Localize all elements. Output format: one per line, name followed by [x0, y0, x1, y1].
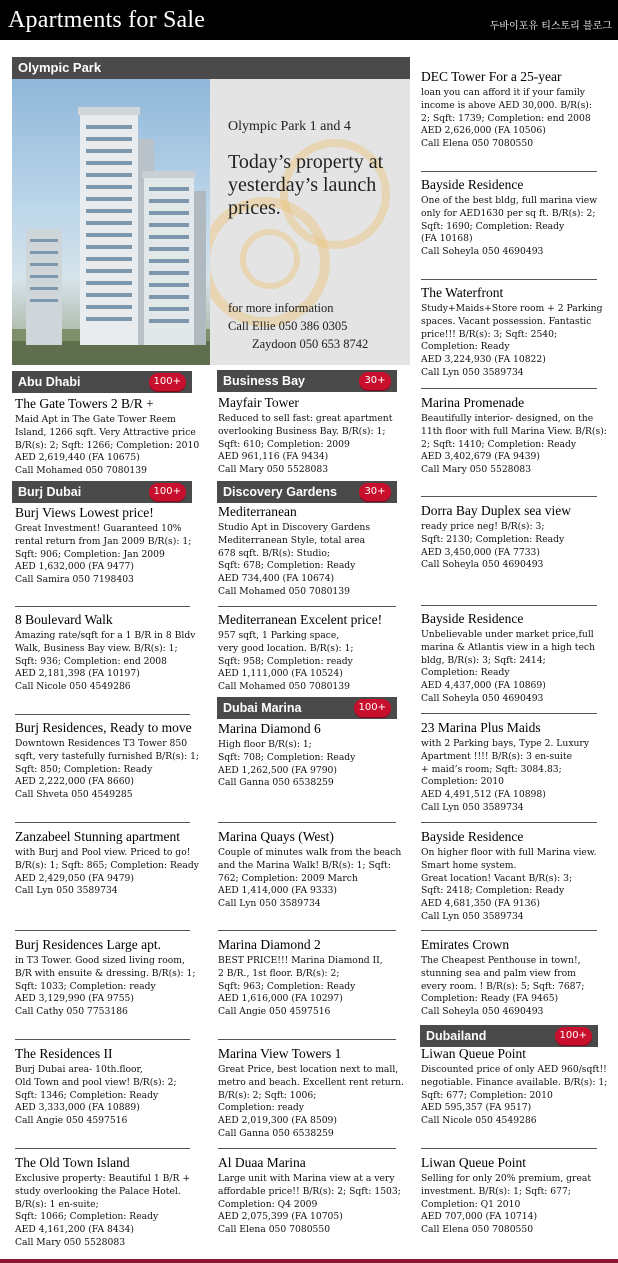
- listing-title: Marina Diamond 2: [218, 937, 321, 952]
- listing[interactable]: [218, 1155, 416, 1237]
- count-badge: 30+: [359, 372, 391, 390]
- listing-title: Burj Residences Large apt.: [15, 937, 161, 952]
- listing-title: Bayside Residence: [421, 829, 524, 844]
- listing[interactable]: [421, 395, 618, 477]
- olympic-park-ad[interactable]: [12, 57, 410, 365]
- listing-details: Downtown Residences T3 Tower 850 sqft, very tastefully furnished B/R(s): 1; Sqft: 850; Completion: Ready AED 2,222,000 (FA 8660) Call Shveta 050 4549285: [15, 738, 200, 801]
- listing-details: Studio Apt in Discovery Gardens Mediterranean Style, total area 678 sqft. B/R(s): Studio; Sqft: 678; Completion: Ready AED 734,400 (FA 10674) Call Mohamed 050 7080139: [218, 522, 371, 597]
- listing[interactable]: [421, 69, 618, 151]
- divider: [218, 822, 396, 823]
- divider: [218, 1039, 396, 1040]
- ad-contact-info: [228, 299, 368, 353]
- listing-details: High floor B/R(s): 1; Sqft: 708; Completion: Ready AED 1,262,500 (FA 9790) Call Ganna 050 6538259: [218, 739, 356, 789]
- listing-title: Burj Residences, Ready to move: [15, 720, 192, 735]
- section-label: Burj Dubai: [18, 485, 82, 499]
- listing-details: Discounted price of only AED 960/sqft!! negotiable. Finance available. B/R(s): 1; Sqft: 677; Completion: 2010 AED 595,357 (FA 9517) Call Nicole 050 4549286: [421, 1064, 608, 1127]
- divider: [421, 496, 597, 497]
- bottom-rule: [0, 1259, 618, 1263]
- listing-details: Great Price, best location next to mall, metro and beach. Excellent rent return. B/R(s): 2; Sqft: 1006; Completion: ready AED 2,019,300 (FA 8509) Call Ganna 050 6538259: [218, 1064, 404, 1139]
- divider: [15, 822, 190, 823]
- listing-details: Selling for only 20% premium, great investment. B/R(s): 1; Sqft: 677; Completion: Q1 2010 AED 707,000 (FA 10714) Call Elena 050 7080550: [421, 1173, 592, 1236]
- divider: [421, 1148, 597, 1149]
- ad-headline: Today’s property at yesterday’s launch prices.: [228, 151, 384, 219]
- listing[interactable]: [421, 829, 618, 924]
- listing-title: Marina Promenade: [421, 395, 525, 410]
- listing-details: Beautifully interior- designed, on the 11th floor with full Marina View. B/R(s): 2; Sqft: 1410; Completion: Ready AED 3,402,679 (FA 9439) Call Mary 050 5528083: [421, 413, 607, 476]
- count-badge: 30+: [359, 483, 391, 501]
- listing-title: 8 Boulevard Walk: [15, 612, 113, 627]
- section-dubai-marina: [217, 697, 397, 719]
- divider: [15, 1039, 190, 1040]
- masthead: [0, 0, 618, 40]
- section-label: Discovery Gardens: [223, 485, 337, 499]
- section-label: Business Bay: [223, 374, 305, 388]
- listing-details: Study+Maids+Store room + 2 Parking spaces. Vacant possession. Fantastic price!!! B/R(s): 3; Sqft: 2540; Completion: Ready AED 3,224,930 (FA 10822) Call Lyn 050 3589734: [421, 303, 603, 378]
- listing[interactable]: [15, 1155, 213, 1250]
- section-abu-dhabi: [12, 371, 192, 393]
- ad-contact-2: Zaydoon 050 653 8742: [252, 337, 369, 351]
- ad-contact-1: Call Ellie 050 386 0305: [228, 319, 348, 333]
- listing[interactable]: [15, 720, 213, 802]
- listing-title: Liwan Queue Point: [421, 1155, 526, 1170]
- listing-details: with 2 Parking bays, Type 2. Luxury Apartment !!!! B/R(s): 3 en-suite + maid’s room; Sqft: 3084.83; Completion: 2010 AED 4,491,512 (FA 10898) Call Lyn 050 3589734: [421, 738, 590, 813]
- section-discovery-gardens: [217, 481, 397, 503]
- listing-title: The Waterfront: [421, 285, 504, 300]
- listing-title: Bayside Residence: [421, 611, 524, 626]
- listing-details: The Cheapest Penthouse in town!, stunning sea and palm view from every room. ! B/R(s): 5; Sqft: 7687; Completion: Ready (FA 9465) Call Soheyla 050 4690493: [421, 955, 585, 1018]
- listing-title: Mediterranean Excelent price!: [218, 612, 383, 627]
- listing-details: Large unit with Marina view at a very affordable price!! B/R(s): 2; Sqft: 1503; Completion: Q4 2009 AED 2,075,399 (FA 10705) Call Elena 050 7080550: [218, 1173, 401, 1236]
- decorative-ring: [240, 229, 300, 289]
- listing-title: Liwan Queue Point: [421, 1046, 526, 1061]
- listing-details: Unbelievable under market price,full marina & Atlantis view in a high tech bldg, B/R(s): 3; Sqft: 2414; Completion: Ready AED 4,437,000 (FA 10869) Call Soheyla 050 4690493: [421, 629, 595, 704]
- divider: [218, 606, 396, 607]
- listing[interactable]: [15, 396, 213, 478]
- listing-title: Marina Diamond 6: [218, 721, 321, 736]
- listing-details: One of the best bldg, full marina view only for AED1630 per sq ft. B/R(s): 2; Sqft: 1690; Completion: Ready (FA 10168) Call Soheyla 050 4690493: [421, 195, 598, 258]
- listing-title: Zanzabeel Stunning apartment: [15, 829, 180, 844]
- listing-details: Exclusive property: Beautiful 1 B/R + study overlooking the Palace Hotel. B/R(s): 1 en-suite; Sqft: 1066; Completion: Ready AED 4,161,200 (FA 8434) Call Mary 050 5528083: [15, 1173, 191, 1248]
- listing[interactable]: [15, 1046, 213, 1128]
- count-badge: 100+: [354, 699, 391, 717]
- divider: [421, 605, 597, 606]
- listing-title: DEC Tower For a 25-year: [421, 69, 562, 84]
- listing-title: Mayfair Tower: [218, 395, 299, 410]
- listing[interactable]: [15, 505, 213, 587]
- listing-title: Mediterranean: [218, 504, 297, 519]
- listing[interactable]: [421, 720, 618, 815]
- listing[interactable]: [421, 503, 618, 572]
- divider: [421, 822, 597, 823]
- listing-details: BEST PRICE!!! Marina Diamond II, 2 B/R., 1st floor. B/R(s): 2; Sqft: 963; Completion: Ready AED 1,616,000 (FA 10297) Call Angie 050 4597516: [218, 955, 383, 1018]
- listing-title: Marina View Towers 1: [218, 1046, 342, 1061]
- listing-details: On higher floor with full Marina view. Smart home system. Great location! Vacant B/R(s): 3; Sqft: 2418; Completion: Ready AED 4,681,350 (FA 9136) Call Lyn 050 3589734: [421, 847, 597, 922]
- listing-details: Burj Dubai area- 10th.floor, Old Town and pool view! B/R(s): 2; Sqft: 1346; Completion: Ready AED 3,333,000 (FA 10889) Call Angie 050 4597516: [15, 1064, 177, 1127]
- listing[interactable]: [421, 1046, 618, 1128]
- listing-details: with Burj and Pool view. Priced to go! B/R(s): 1; Sqft: 865; Completion: Ready AED 2,429,050 (FA 9479) Call Lyn 050 3589734: [15, 847, 199, 897]
- listing[interactable]: [15, 829, 213, 898]
- section-label: Dubai Marina: [223, 701, 302, 715]
- divider: [421, 279, 597, 280]
- divider: [421, 171, 597, 172]
- divider: [15, 714, 190, 715]
- listing-title: Emirates Crown: [421, 937, 510, 952]
- divider: [218, 1148, 396, 1149]
- listing-title: The Residences II: [15, 1046, 113, 1061]
- ad-heading: Olympic Park: [12, 57, 410, 79]
- listing[interactable]: [218, 395, 416, 477]
- count-badge: 100+: [555, 1027, 592, 1045]
- listing-details: ready price neg! B/R(s): 3; Sqft: 2130; Completion: Ready AED 3,450,000 (FA 7733) Call Soheyla 050 4690493: [421, 521, 565, 571]
- divider: [421, 713, 597, 714]
- section-label: Dubailand: [426, 1029, 487, 1043]
- listing[interactable]: [218, 1046, 416, 1141]
- section-label: Abu Dhabi: [18, 375, 81, 389]
- listing[interactable]: [218, 721, 416, 790]
- divider: [15, 930, 190, 931]
- listing-details: Reduced to sell fast: great apartment overlooking Business Bay. B/R(s): 1; Sqft: 610; Completion: 2009 AED 961,116 (FA 9434) Call Mary 050 5528083: [218, 413, 393, 476]
- listing-title: The Old Town Island: [15, 1155, 130, 1170]
- count-badge: 100+: [149, 373, 186, 391]
- listing[interactable]: [218, 612, 416, 694]
- divider: [15, 1148, 190, 1149]
- listing-title: Bayside Residence: [421, 177, 524, 192]
- listing[interactable]: [421, 1155, 618, 1237]
- listing[interactable]: [421, 937, 618, 1019]
- page-title: Apartments for Sale: [8, 7, 206, 33]
- divider: [218, 930, 396, 931]
- tower-illustration: [12, 79, 210, 365]
- count-badge: 100+: [149, 483, 186, 501]
- listing[interactable]: [421, 285, 618, 380]
- listing-title: Dorra Bay Duplex sea view: [421, 503, 571, 518]
- listing[interactable]: [218, 937, 416, 1019]
- listing-details: Amazing rate/sqft for a 1 B/R in 8 Bldv Walk, Business Bay view. B/R(s): 1; Sqft: 936; Completion: end 2008 AED 2,181,398 (FA 10197) Call Nicole 050 4549286: [15, 630, 196, 693]
- listing-title: Marina Quays (West): [218, 829, 334, 844]
- blog-label: 두바이포유 티스토리 블로그: [489, 21, 612, 32]
- listing-title: Al Duaa Marina: [218, 1155, 306, 1170]
- ad-subheading: Olympic Park 1 and 4: [228, 119, 351, 134]
- listing[interactable]: [218, 829, 416, 911]
- listing-title: Burj Views Lowest price!: [15, 505, 154, 520]
- listing-details: Maid Apt in The Gate Tower Reem Island, 1266 sqft. Very Attractive price B/R(s): 2; Sqft: 1266; Completion: 2010 AED 2,619,440 (FA 10675) Call Mohamed 050 7080139: [15, 414, 200, 477]
- section-dubailand: [420, 1025, 598, 1047]
- ad-info-label: for more information: [228, 301, 334, 315]
- listing-details: 957 sqft, 1 Parking space, very good location. B/R(s): 1; Sqft: 958; Completion: ready AED 1,111,000 (FA 10524) Call Mohamed 050 7080139: [218, 630, 354, 693]
- section-business-bay: [217, 370, 397, 392]
- listing[interactable]: [218, 504, 416, 599]
- divider: [421, 930, 597, 931]
- section-burj-dubai: [12, 481, 192, 503]
- listing-details: in T3 Tower. Good sized living room, B/R with ensuite & dressing. B/R(s): 1; Sqft: 1033; Completion: ready AED 3,129,990 (FA 9755) Call Cathy 050 7753186: [15, 955, 196, 1018]
- listing[interactable]: [15, 612, 213, 694]
- listing[interactable]: [421, 177, 618, 259]
- tower-photo: [12, 79, 210, 365]
- listing-details: loan you can afford it if your family income is above AED 30,000. B/R(s): 2; Sqft: 1739; Completion: end 2008 AED 2,626,000 (FA 10506) Call Elena 050 7080550: [421, 87, 592, 150]
- listing-title: 23 Marina Plus Maids: [421, 720, 541, 735]
- listing-details: Great Investment! Guaranteed 10% rental return from Jan 2009 B/R(s): 1; Sqft: 906; Completion: Jan 2009 AED 1,632,000 (FA 9477) Call Samira 050 7198403: [15, 523, 192, 586]
- listing-title: The Gate Towers 2 B/R +: [15, 396, 154, 411]
- divider: [421, 388, 597, 389]
- listing-details: Couple of minutes walk from the beach and the Marina Walk! B/R(s): 1; Sqft: 762; Completion: 2009 March AED 1,414,000 (FA 9333) Call Lyn 050 3589734: [218, 847, 402, 910]
- listing[interactable]: [15, 937, 213, 1019]
- divider: [15, 606, 190, 607]
- listing[interactable]: [421, 611, 618, 706]
- ad-text-panel: [210, 79, 410, 365]
